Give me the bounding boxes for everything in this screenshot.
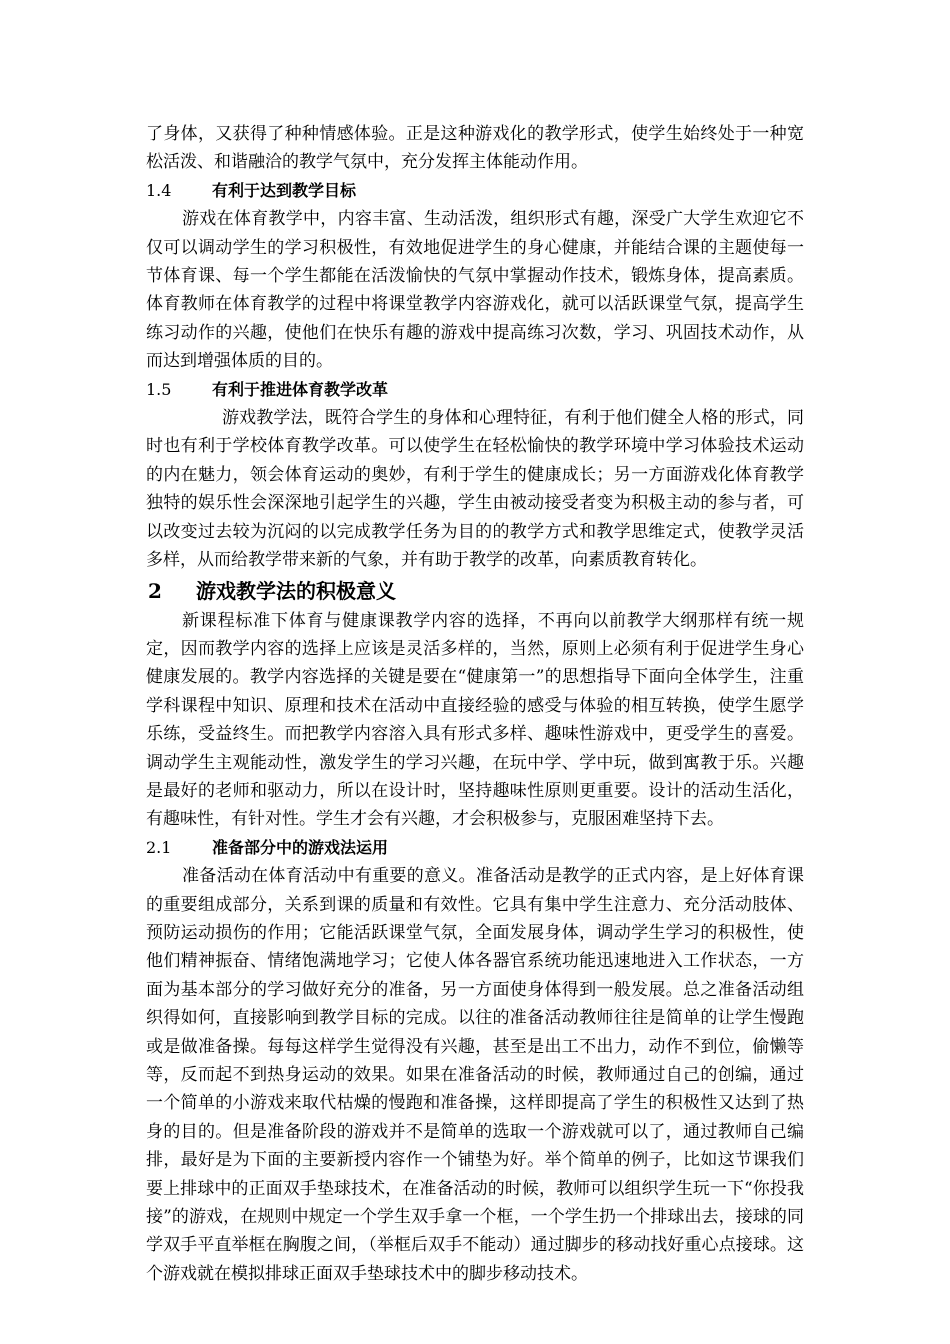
section-2-1-paragraph: 准备活动在体育活动中有重要的意义。准备活动是教学的正式内容，是上好体育课的重要组成部分，关系到课的质量和有效性。它具有集中学生注意力、充分活动肢体、预防运动损伤的作用；它能活跃课堂气氛，全面发展身体，调动学生学习的积极性，使他们精神振奋、情绪饱满地学习；它使人体各器官系统功能迅速地进入工作状态，一方面为基本部分的学习做好充分的准备，另一方面使身体得到一般发展。总之准备活动组织得如何，直接影响到教学目标的完成。以往的准备活动教师往往是简单的让学生慢跑或是做准备操。每每这样学生觉得没有兴趣，甚至是出工不出力，动作不到位，偷懒等等，反而起不到热身运动的效果。如果在准备活动的时候，教师通过自己的创编，通过一个简单的小游戏来取代枯燥的慢跑和准备操，这样即提高了学生的积极性又达到了热身的目的。但是准备阶段的游戏并不是简单的选取一个游戏就可以了，通过教师自己编排，最好是为下面的主要新授内容作一个铺垫为好。举个简单的例子，比如这节课我们要上排球中的正面双手垫球技术，在准备活动的时候，教师可以组织学生玩一下“你投我接”的游戏，在规则中规定一个学生双手拿一个框，一个学生扔一个排球出去，接球的同学双手平直举框在胸腹之间，（举框后双手不能动）通过脚步的移动找好重心点接球。这个游戏就在模拟排球正面双手垫球技术中的脚步移动技术。 — [146, 866, 804, 1284]
section-title: 有利于推进体育教学改革 — [212, 379, 389, 399]
section-title: 准备部分中的游戏法运用 — [212, 837, 389, 857]
section-1-4-paragraph: 游戏在体育教学中，内容丰富、生动活泼，组织形式有趣，深受广大学生欢迎它不仅可以调动学生的学习积极性，有效地促进学生的身心健康，并能结合课的主题使每一节体育课、每一个学生都能在活泼愉快的气氛中掌握动作技术，锻炼身体，提高素质。体育教师在体育教学的过程中将课堂教学内容游戏化，就可以活跃课堂气氛，提高学生练习动作的兴趣，使他们在快乐有趣的游戏中提高练习次数，学习、巩固技术动作，从而达到增强体质的目的。 — [146, 209, 804, 372]
section-1-5-heading — [146, 376, 804, 404]
section-number: 1.4 — [146, 180, 172, 200]
section-1-4-heading — [146, 177, 804, 205]
section-number: 1.5 — [146, 379, 172, 399]
section-title: 游戏教学法的积极意义 — [196, 578, 396, 603]
section-2-1-heading — [146, 834, 804, 862]
section-title: 有利于达到教学目标 — [212, 180, 357, 200]
section-1-5-paragraph: 游戏教学法，既符合学生的身体和心理特征，有利于他们健全人格的形式，同时也有利于学校体育教学改革。可以使学生在轻松愉快的教学环境中学习体验技术运动的内在魅力，领会体育运动的奥妙，有利于学生的健康成长；另一方面游戏化体育教学独特的娱乐性会深深地引起学生的兴趣，学生由被动接受者变为积极主动的参与者，可以改变过去较为沉闷的以完成教学任务为目的的教学方式和教学思维定式，使教学灵活多样，从而给教学带来新的气象，并有助于教学的改革，向素质教育转化。 — [146, 408, 804, 571]
section-number: 2.1 — [146, 837, 172, 857]
section-number: 2 — [148, 578, 162, 603]
section-2-paragraph: 新课程标准下体育与健康课教学内容的选择，不再向以前教学大纲那样有统一规定，因而教学内容的选择上应该是灵活多样的，当然，原则上必须有利于促进学生身心健康发展的。教学内容选择的关键是要在“健康第一”的思想指导下面向全体学生，注重学科课程中知识、原理和技术在活动中直接经验的感受与体验的相互转换，使学生愿学乐练，受益终生。而把教学内容溶入具有形式多样、趣味性游戏中，更受学生的喜爱。调动学生主观能动性，激发学生的学习兴趣，在玩中学、学中玩，做到寓教于乐。兴趣是最好的老师和驱动力，所以在设计时，坚持趣味性原则更重要。设计的活动生活化，有趣味性，有针对性。学生才会有兴趣，才会积极参与，克服困难坚持下去。 — [146, 610, 804, 830]
section-2-heading — [146, 575, 804, 607]
document-page — [146, 120, 804, 1288]
intro-paragraph: 了身体，又获得了种种情感体验。正是这种游戏化的教学形式，使学生始终处于一种宽松活泼、和谐融洽的教学气氛中，充分发挥主体能动作用。 — [146, 124, 804, 173]
